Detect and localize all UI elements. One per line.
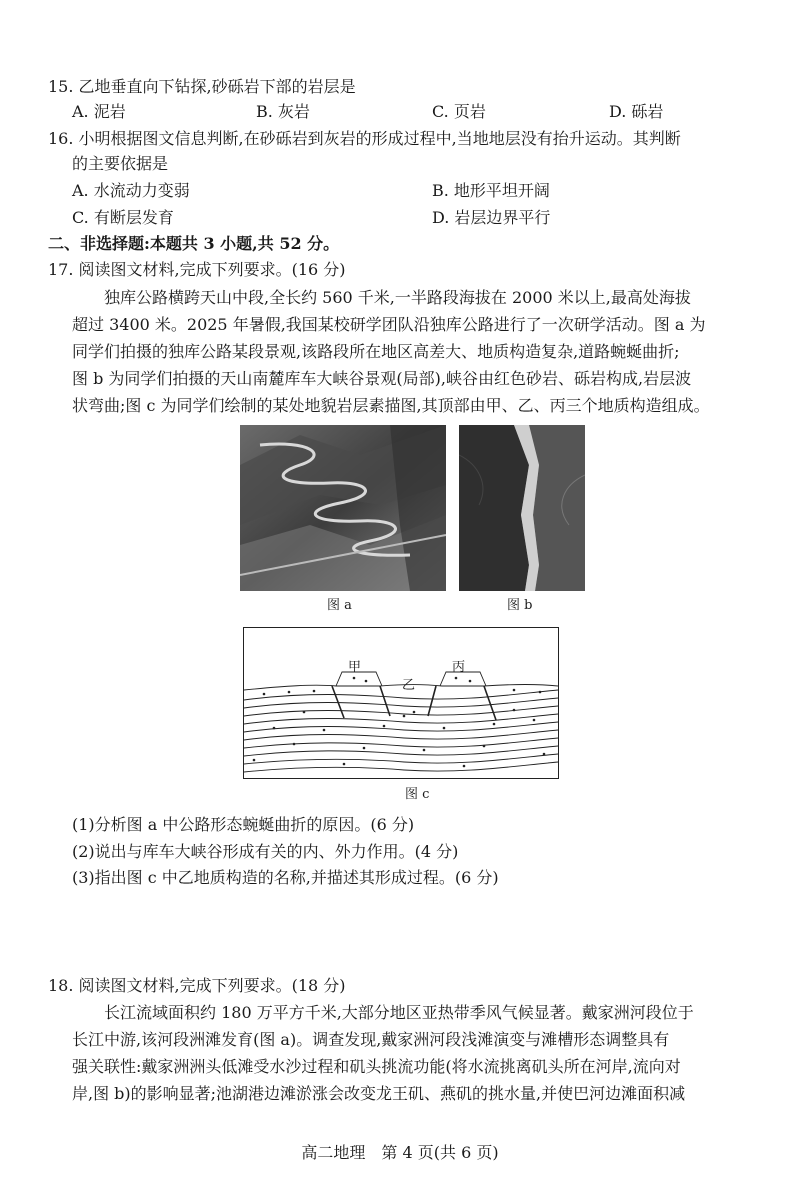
label-yi: 乙	[402, 678, 416, 693]
figure-b-canyon-photo	[459, 425, 585, 591]
q15-option-a: A. 泥岩	[72, 102, 126, 121]
q16-option-c: C. 有断层发育	[72, 208, 174, 227]
q15-option-d: D. 砾岩	[609, 102, 664, 121]
q17-para-line4: 图 b 为同学们拍摄的天山南麓库车大峡谷景观(局部),峡谷由红色砂岩、砾岩构成,岩层波	[72, 369, 692, 388]
q17-para-line5: 状弯曲;图 c 为同学们绘制的某处地貌岩层素描图,其顶部由甲、乙、丙三个地质构造组成。	[72, 396, 710, 415]
page-footer: 高二地理 第 4 页(共 6 页)	[301, 1143, 499, 1162]
q16-option-b: B. 地形平坦开阔	[432, 181, 550, 200]
figure-c-geology-sketch	[243, 627, 559, 779]
figure-c-caption: 图 c	[405, 787, 430, 802]
q17-sub-1: (1)分析图 a 中公路形态蜿蜒曲折的原因。(6 分)	[72, 815, 415, 834]
q17-para-line1: 独库公路横跨天山中段,全长约 560 千米,一半路段海拔在 2000 米以上,最高处海拔	[104, 288, 691, 307]
q18-para-line1: 长江流域面积约 180 万平方千米,大部分地区亚热带季风气候显著。戴家洲河段位于	[104, 1003, 694, 1022]
q17-stem: 17. 阅读图文材料,完成下列要求。(16 分)	[48, 260, 346, 279]
figure-b-caption: 图 b	[507, 598, 533, 613]
q17-sub-2: (2)说出与库车大峡谷形成有关的内、外力作用。(4 分)	[72, 842, 459, 861]
q15-option-c: C. 页岩	[432, 102, 486, 121]
q18-para-line3: 强关联性:戴家洲洲头低滩受水沙过程和矶头挑流功能(将水流挑离矶头所在河岸,流向对	[72, 1057, 681, 1076]
label-bing: 丙	[452, 660, 466, 675]
q16-stem-line1: 16. 小明根据图文信息判断,在砂砾岩到灰岩的形成过程中,当地地层没有抬升运动。其判断	[48, 129, 681, 148]
q16-stem-line2: 的主要依据是	[72, 154, 169, 173]
q15-option-b: B. 灰岩	[256, 102, 310, 121]
q16-option-a: A. 水流动力变弱	[72, 181, 190, 200]
q17-para-line2: 超过 3400 米。2025 年暑假,我国某校研学团队沿独库公路进行了一次研学活动。图 a 为	[72, 315, 706, 334]
q17-sub-3: (3)指出图 c 中乙地质构造的名称,并描述其形成过程。(6 分)	[72, 868, 499, 887]
figure-a-road-photo	[240, 425, 446, 591]
section-heading: 二、非选择题:本题共 3 小题,共 52 分。	[48, 234, 340, 253]
q16-option-d: D. 岩层边界平行	[432, 208, 551, 227]
label-jia: 甲	[348, 660, 362, 675]
figure-a-caption: 图 a	[327, 598, 352, 613]
q17-para-line3: 同学们拍摄的独库公路某段景观,该路段所在地区高差大、地质构造复杂,道路蜿蜒曲折;	[72, 342, 680, 361]
q15-stem: 15. 乙地垂直向下钻探,砂砾岩下部的岩层是	[48, 77, 356, 96]
q18-para-line2: 长江中游,该河段洲滩发育(图 a)。调查发现,戴家洲河段浅滩演变与滩槽形态调整具有	[72, 1030, 670, 1049]
q18-para-line4: 岸,图 b)的影响显著;池湖港边滩淤涨会改变龙王矶、燕矶的挑水量,并使巴河边滩面积减	[72, 1084, 686, 1103]
q18-stem: 18. 阅读图文材料,完成下列要求。(18 分)	[48, 976, 346, 995]
